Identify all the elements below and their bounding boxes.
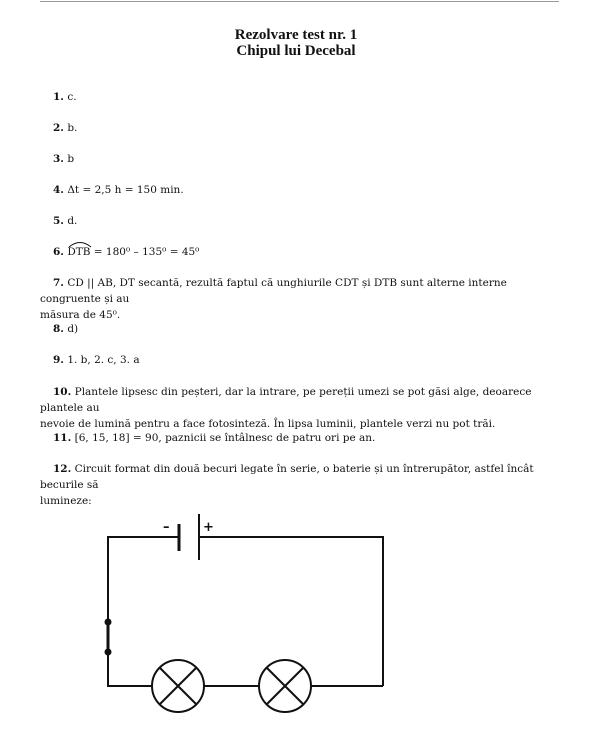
- answer-number: 7.: [53, 277, 64, 289]
- answer-number: 12.: [53, 463, 72, 475]
- answer-text: d): [67, 323, 79, 335]
- answer-number: 3.: [53, 153, 64, 165]
- bulb-icon: [259, 660, 311, 712]
- answer-text: Plantele lipsesc din peșteri, dar la intrare, pe pereții umezi se pot găsi alge, deoarece plantele au: [40, 386, 532, 414]
- circuit-wire-bottom-left: [108, 652, 152, 686]
- page-title: Rezolvare test nr. 1: [234, 27, 358, 43]
- switch-contact-bottom: [105, 649, 112, 656]
- battery-plus-sign: +: [203, 520, 214, 535]
- page-subtitle: Chipul lui Decebal: [236, 43, 356, 59]
- circuit-wire-left: [108, 537, 179, 620]
- answer-text: Circuit format din două becuri legate în serie, o baterie și un întrerupător, astfel încât becurile să: [40, 463, 534, 491]
- answer-number: 10.: [53, 386, 72, 398]
- circuit-wire-right: [199, 537, 383, 686]
- angle-label: DTB: [67, 246, 91, 258]
- answer-text-line2: lumineze:: [40, 495, 92, 507]
- answer-number: 11.: [53, 432, 72, 444]
- answer-text: Δt = 2,5 h = 150 min.: [67, 184, 184, 196]
- answer-number: 1.: [53, 91, 64, 103]
- answer-number: 8.: [53, 323, 64, 335]
- answer-text: c.: [67, 91, 77, 103]
- answer-text: b: [67, 153, 75, 165]
- answer-number: 5.: [53, 215, 64, 227]
- answer-number: 2.: [53, 122, 64, 134]
- answer-text: [6, 15, 18] = 90, paznicii se întâlnesc de patru ori pe an.: [74, 432, 376, 444]
- answer-text: CD || AB, DT secantă, rezultă faptul că unghiurile CDT și DTB sunt alterne interne congruente și au: [40, 277, 507, 305]
- answer-text: d.: [67, 215, 78, 227]
- answer-number: 6.: [53, 246, 64, 258]
- bulb-icon: [152, 660, 204, 712]
- answer-text-line2: măsura de 45⁰.: [40, 309, 121, 321]
- answer-text: 1. b, 2. c, 3. a: [67, 354, 140, 366]
- answer-text: b.: [67, 122, 78, 134]
- switch-contact-top: [105, 619, 112, 626]
- answer-number: 9.: [53, 354, 64, 366]
- answer-number: 4.: [53, 184, 64, 196]
- battery-minus-sign: –: [163, 520, 170, 535]
- answer-text-line2: nevoie de lumină pentru a face fotosinteză. În lipsa luminii, plantele verzi nu pot trăi.: [40, 418, 496, 430]
- answer-text: = 180⁰ – 135⁰ = 45⁰: [90, 246, 200, 258]
